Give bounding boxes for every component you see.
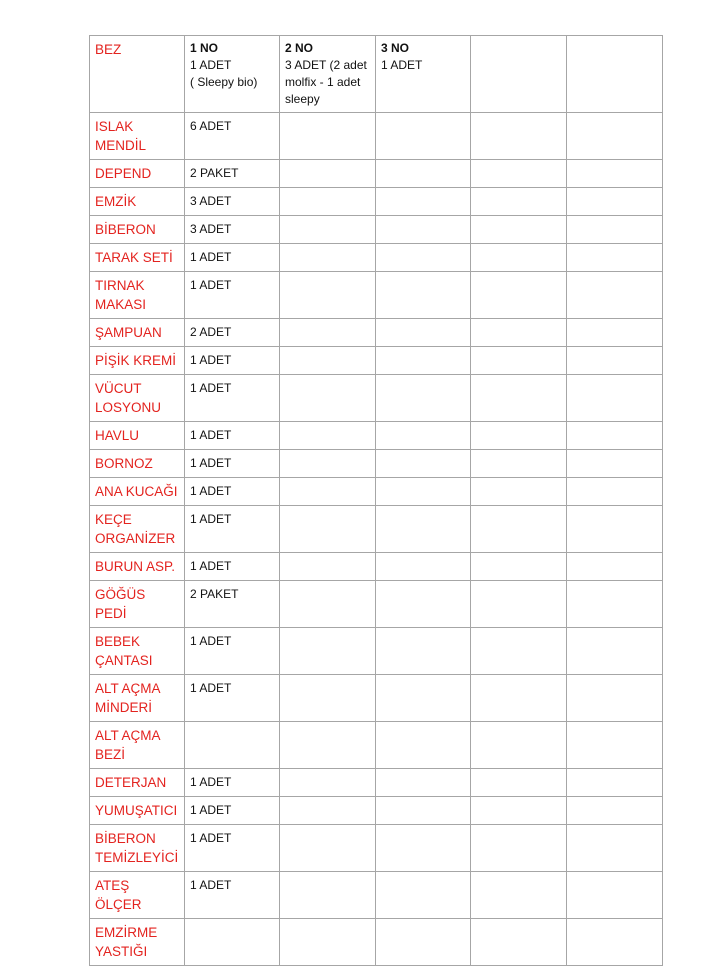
item-name-line: BURUN ASP.: [95, 559, 176, 574]
header-col-2: [280, 36, 376, 113]
empty-cell: [376, 244, 471, 272]
table-row: [90, 272, 663, 319]
empty-cell: [471, 675, 567, 722]
item-name-cell: [90, 919, 185, 966]
item-name-cell: [90, 160, 185, 188]
empty-cell: [376, 347, 471, 375]
empty-cell: [567, 319, 663, 347]
quantity-value: 1 ADET: [190, 512, 232, 526]
table-row: [90, 506, 663, 553]
empty-cell: [376, 872, 471, 919]
empty-cell: [280, 216, 376, 244]
item-name-line: EMZİK: [95, 194, 137, 209]
quantity-cell: [185, 872, 280, 919]
empty-cell: [567, 797, 663, 825]
quantity-value: 1 ADET: [190, 559, 232, 573]
item-name-cell: [90, 188, 185, 216]
empty-cell: [471, 113, 567, 160]
quantity-cell: [185, 319, 280, 347]
quantity-value: 1 ADET: [190, 831, 232, 845]
quantity-cell: [185, 347, 280, 375]
empty-cell: [280, 113, 376, 160]
item-name-line: VÜCUT: [95, 381, 142, 396]
checklist-sheet: [89, 35, 663, 966]
empty-cell: [376, 422, 471, 450]
item-name-line: ALT AÇMA: [95, 728, 161, 743]
empty-cell: [280, 347, 376, 375]
empty-cell: [280, 553, 376, 581]
item-name-line: BİBERON: [95, 831, 156, 846]
header-row: [90, 36, 663, 113]
empty-cell: [376, 188, 471, 216]
quantity-value: 1 ADET: [190, 484, 232, 498]
empty-cell: [280, 478, 376, 506]
quantity-cell: [185, 553, 280, 581]
item-name-line: DEPEND: [95, 166, 152, 181]
item-name-cell: [90, 553, 185, 581]
empty-cell: [376, 553, 471, 581]
empty-cell: [471, 216, 567, 244]
header-col-3: [376, 36, 471, 113]
empty-cell: [471, 478, 567, 506]
item-name-line: TARAK SETİ: [95, 250, 173, 265]
item-name-cell: [90, 769, 185, 797]
empty-cell: [471, 769, 567, 797]
table-row: [90, 160, 663, 188]
header-col-1-title: 1 NO: [190, 41, 219, 55]
empty-cell: [567, 769, 663, 797]
empty-cell: [376, 628, 471, 675]
empty-cell: [280, 422, 376, 450]
empty-cell: [567, 628, 663, 675]
quantity-value: 6 ADET: [190, 119, 232, 133]
quantity-value: 1 ADET: [190, 456, 232, 470]
item-name-line: ÇANTASI: [95, 653, 153, 668]
empty-cell: [471, 919, 567, 966]
empty-cell: [471, 797, 567, 825]
quantity-cell: [185, 216, 280, 244]
item-name-cell: [90, 244, 185, 272]
table-row: [90, 422, 663, 450]
quantity-cell: [185, 769, 280, 797]
header-col-2-line: 3 ADET (2 adet: [285, 58, 367, 72]
empty-cell: [471, 160, 567, 188]
item-name-line: EMZİRME: [95, 925, 158, 940]
table-row: [90, 722, 663, 769]
empty-cell: [567, 675, 663, 722]
item-name-line: MİNDERİ: [95, 700, 152, 715]
empty-cell: [376, 450, 471, 478]
empty-cell: [567, 506, 663, 553]
empty-cell: [567, 375, 663, 422]
empty-cell: [280, 919, 376, 966]
empty-cell: [280, 769, 376, 797]
quantity-cell: [185, 160, 280, 188]
empty-cell: [567, 722, 663, 769]
empty-cell: [376, 825, 471, 872]
empty-cell: [567, 216, 663, 244]
empty-cell: [280, 581, 376, 628]
empty-cell: [471, 872, 567, 919]
header-col-3-line: 1 ADET: [381, 58, 423, 72]
empty-cell: [280, 628, 376, 675]
quantity-cell: [185, 450, 280, 478]
item-name-line: ALT AÇMA: [95, 681, 161, 696]
empty-cell: [567, 872, 663, 919]
quantity-value: 1 ADET: [190, 278, 232, 292]
table-row: [90, 581, 663, 628]
item-name-cell: [90, 450, 185, 478]
header-col-2-line: molfix - 1 adet: [285, 75, 361, 89]
header-col-4-empty: [471, 36, 567, 113]
item-name-line: MAKASI: [95, 297, 147, 312]
empty-cell: [471, 347, 567, 375]
item-name-line: GÖĞÜS PEDİ: [95, 587, 146, 621]
empty-cell: [280, 450, 376, 478]
empty-cell: [567, 160, 663, 188]
header-item-cell: [90, 36, 185, 113]
empty-cell: [471, 375, 567, 422]
quantity-cell: [185, 188, 280, 216]
empty-cell: [280, 675, 376, 722]
empty-cell: [376, 722, 471, 769]
quantity-value: 1 ADET: [190, 381, 232, 395]
header-col-5-empty: [567, 36, 663, 113]
header-col-3-title: 3 NO: [381, 41, 410, 55]
header-col-1-line: 1 ADET: [190, 58, 232, 72]
empty-cell: [471, 422, 567, 450]
item-name-cell: [90, 347, 185, 375]
empty-cell: [376, 675, 471, 722]
empty-cell: [280, 825, 376, 872]
quantity-cell: [185, 581, 280, 628]
empty-cell: [280, 319, 376, 347]
item-name-line: TIRNAK: [95, 278, 145, 293]
item-name-cell: [90, 478, 185, 506]
table-row: [90, 478, 663, 506]
item-name-line: TEMİZLEYİCİ: [95, 850, 179, 865]
quantity-cell: [185, 422, 280, 450]
empty-cell: [280, 872, 376, 919]
item-name-cell: [90, 375, 185, 422]
table-row: [90, 319, 663, 347]
empty-cell: [567, 919, 663, 966]
empty-cell: [471, 319, 567, 347]
item-name-line: MENDİL: [95, 138, 147, 153]
item-name-cell: [90, 628, 185, 675]
table-row: [90, 797, 663, 825]
empty-cell: [471, 450, 567, 478]
empty-cell: [567, 188, 663, 216]
item-name-line: LOSYONU: [95, 400, 162, 415]
empty-cell: [567, 113, 663, 160]
empty-cell: [471, 581, 567, 628]
quantity-cell: [185, 244, 280, 272]
empty-cell: [471, 506, 567, 553]
empty-cell: [376, 797, 471, 825]
table-row: [90, 919, 663, 966]
table-row: [90, 188, 663, 216]
item-name-line: BORNOZ: [95, 456, 153, 471]
empty-cell: [280, 188, 376, 216]
empty-cell: [376, 769, 471, 797]
item-name-cell: [90, 216, 185, 244]
item-name-line: YUMUŞATICI: [95, 803, 178, 818]
item-name-line: DETERJAN: [95, 775, 167, 790]
quantity-value: 3 ADET: [190, 222, 232, 236]
empty-cell: [280, 244, 376, 272]
empty-cell: [567, 272, 663, 319]
quantity-cell: [185, 919, 280, 966]
item-name-cell: [90, 272, 185, 319]
item-name-line: KEÇE: [95, 512, 132, 527]
empty-cell: [471, 272, 567, 319]
item-name-cell: [90, 825, 185, 872]
item-name-cell: [90, 675, 185, 722]
header-col-2-title: 2 NO: [285, 41, 314, 55]
empty-cell: [471, 628, 567, 675]
table-row: [90, 244, 663, 272]
empty-cell: [280, 797, 376, 825]
table-row: [90, 553, 663, 581]
empty-cell: [567, 422, 663, 450]
item-name-line: ORGANİZER: [95, 531, 176, 546]
quantity-value: 1 ADET: [190, 803, 232, 817]
quantity-value: 2 PAKET: [190, 587, 239, 601]
empty-cell: [376, 319, 471, 347]
empty-cell: [471, 244, 567, 272]
empty-cell: [376, 216, 471, 244]
quantity-value: 1 ADET: [190, 428, 232, 442]
empty-cell: [567, 347, 663, 375]
quantity-value: 1 ADET: [190, 775, 232, 789]
item-name-line: ISLAK: [95, 119, 134, 134]
table-row: [90, 675, 663, 722]
quantity-cell: [185, 675, 280, 722]
item-name-cell: [90, 722, 185, 769]
empty-cell: [376, 478, 471, 506]
header-col-2-line: sleepy: [285, 92, 320, 106]
empty-cell: [376, 272, 471, 319]
empty-cell: [280, 506, 376, 553]
item-name-cell: [90, 422, 185, 450]
item-name-cell: [90, 113, 185, 160]
item-name-cell: [90, 506, 185, 553]
header-col-1-line: ( Sleepy bio): [190, 75, 258, 89]
quantity-value: 1 ADET: [190, 634, 232, 648]
item-name-line: BEBEK: [95, 634, 141, 649]
item-name-line: BEZİ: [95, 747, 126, 762]
empty-cell: [471, 188, 567, 216]
item-name-cell: [90, 581, 185, 628]
header-col-1: [185, 36, 280, 113]
quantity-cell: [185, 506, 280, 553]
item-name-cell: [90, 319, 185, 347]
table-row: [90, 113, 663, 160]
empty-cell: [567, 825, 663, 872]
empty-cell: [376, 375, 471, 422]
item-name-cell: [90, 872, 185, 919]
empty-cell: [471, 825, 567, 872]
empty-cell: [376, 506, 471, 553]
quantity-value: 1 ADET: [190, 878, 232, 892]
table-row: [90, 450, 663, 478]
quantity-value: 3 ADET: [190, 194, 232, 208]
empty-cell: [471, 722, 567, 769]
empty-cell: [567, 581, 663, 628]
table-row: [90, 216, 663, 244]
table-row: [90, 769, 663, 797]
quantity-value: 1 ADET: [190, 681, 232, 695]
quantity-cell: [185, 113, 280, 160]
table-row: [90, 375, 663, 422]
empty-cell: [280, 272, 376, 319]
empty-cell: [471, 553, 567, 581]
empty-cell: [567, 553, 663, 581]
table-row: [90, 628, 663, 675]
item-name-line: ATEŞ ÖLÇER: [95, 878, 142, 912]
quantity-cell: [185, 375, 280, 422]
empty-cell: [567, 450, 663, 478]
table-row: [90, 347, 663, 375]
empty-cell: [376, 160, 471, 188]
empty-cell: [567, 478, 663, 506]
quantity-value: 1 ADET: [190, 353, 232, 367]
quantity-value: 2 ADET: [190, 325, 232, 339]
quantity-value: 2 PAKET: [190, 166, 239, 180]
quantity-value: 1 ADET: [190, 250, 232, 264]
item-name-line: ANA KUCAĞI: [95, 484, 178, 499]
item-name-line: ŞAMPUAN: [95, 325, 162, 340]
baby-items-table: [89, 35, 663, 966]
header-item-label: BEZ: [95, 42, 122, 57]
quantity-cell: [185, 825, 280, 872]
table-row: [90, 872, 663, 919]
empty-cell: [280, 722, 376, 769]
empty-cell: [280, 375, 376, 422]
quantity-cell: [185, 628, 280, 675]
empty-cell: [280, 160, 376, 188]
empty-cell: [376, 919, 471, 966]
table-row: [90, 825, 663, 872]
empty-cell: [376, 113, 471, 160]
quantity-cell: [185, 478, 280, 506]
item-name-line: PİŞİK KREMİ: [95, 353, 177, 368]
quantity-cell: [185, 797, 280, 825]
quantity-cell: [185, 272, 280, 319]
item-name-line: BİBERON: [95, 222, 156, 237]
item-name-line: HAVLU: [95, 428, 140, 443]
quantity-cell: [185, 722, 280, 769]
item-name-cell: [90, 797, 185, 825]
empty-cell: [376, 581, 471, 628]
empty-cell: [567, 244, 663, 272]
item-name-line: YASTIĞI: [95, 944, 148, 959]
